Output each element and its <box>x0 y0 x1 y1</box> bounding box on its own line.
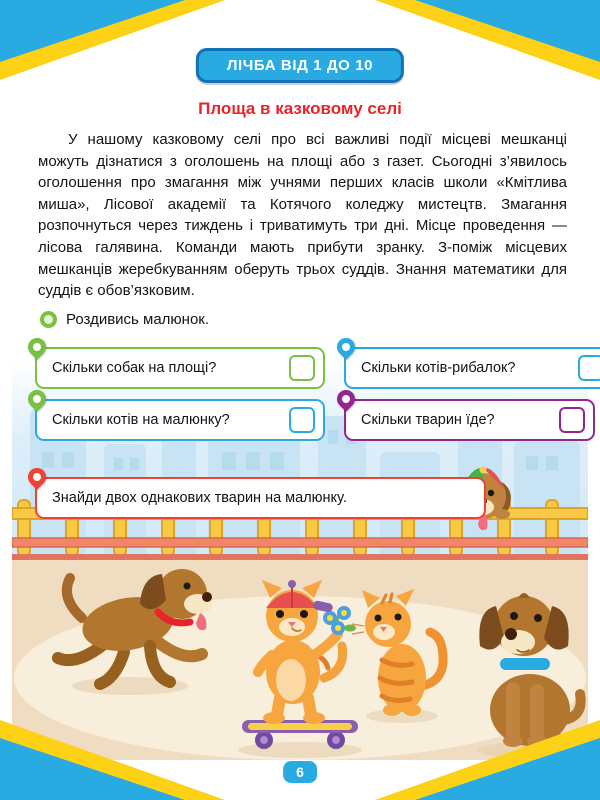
question-box-riding <box>344 399 595 441</box>
pin-icon <box>24 334 49 359</box>
question-box-cats <box>35 399 325 441</box>
page-number: 6 <box>296 764 304 780</box>
task-prompt: Роздивись малюнок. <box>66 311 210 328</box>
pin-icon <box>333 334 358 359</box>
answer-box[interactable] <box>559 407 585 433</box>
corner-top-right <box>375 0 600 80</box>
find-task-box <box>35 477 486 519</box>
page-number-badge <box>283 761 317 783</box>
answer-box[interactable] <box>289 407 315 433</box>
question-label: Скільки тварин їде? <box>361 412 495 428</box>
lesson-header-label: ЛІЧБА ВІД 1 ДО 10 <box>226 57 374 74</box>
lesson-header-badge <box>196 48 404 83</box>
question-label: Скільки собак на площі? <box>52 360 217 376</box>
answer-box[interactable] <box>289 355 315 381</box>
task-bullet-icon <box>40 311 57 328</box>
find-task-label: Знайди двох однакових тварин на малюнку. <box>52 490 347 506</box>
question-label: Скільки котів-рибалок? <box>361 360 516 376</box>
question-box-dogs <box>35 347 325 389</box>
question-label: Скільки котів на малюнку? <box>52 412 230 428</box>
page-title: Площа в казковому селі <box>198 99 402 118</box>
corner-top-left <box>0 0 225 80</box>
intro-paragraph: У нашому казковому селі про всі важливі події місцеві мешканці можуть дізнатися з оголошень на площі або з газет. Сьогодні з’явилось оголошення про змагання між учнями перших класів школи «Кмітлива миша», Лісової академії та Котячого коледжу мистецтв. Змагання розпочнуться через тиждень і триватимуть три дні. Місце проведення — лісова галявина. Команди мають прибути зранку. З-поміж місцевих мешканців жеребкуванням оберуть трьох суддів. Знання математики для суддів є обов’язковим. <box>38 131 567 300</box>
question-box-fisher-cats <box>344 347 600 389</box>
task-line <box>40 311 209 328</box>
answer-box[interactable] <box>578 355 600 381</box>
